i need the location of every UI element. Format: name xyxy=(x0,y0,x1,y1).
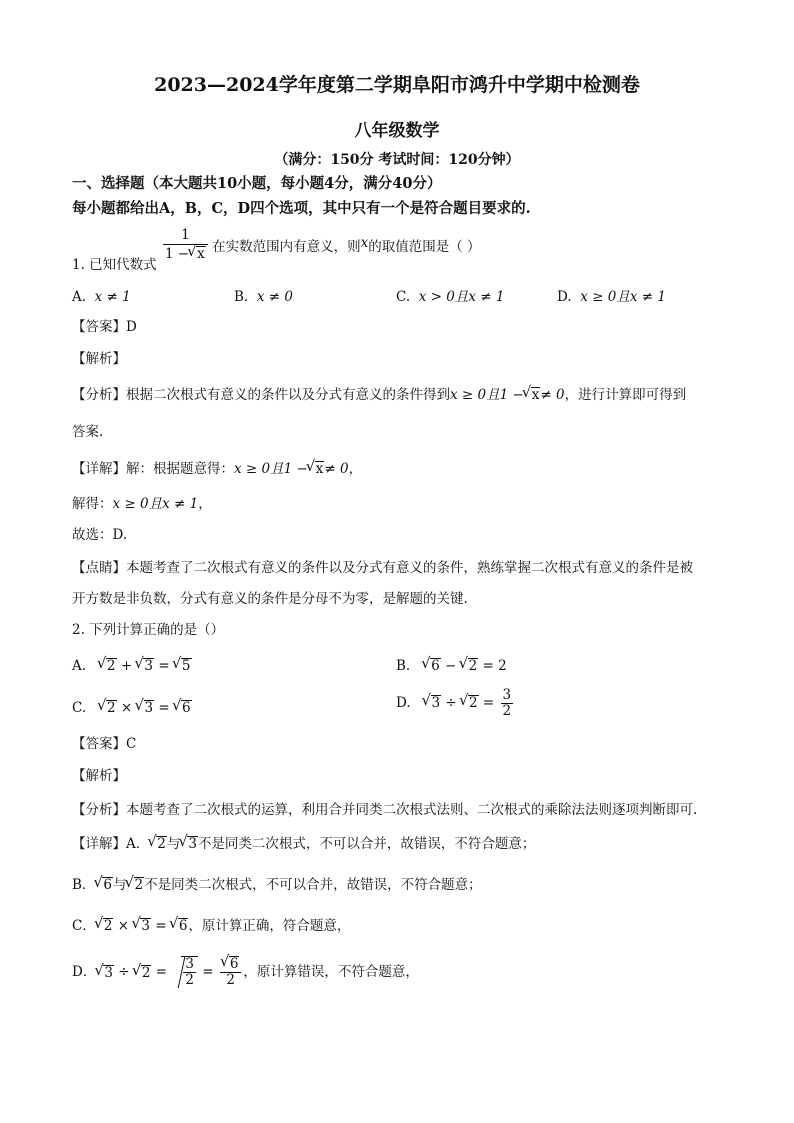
q1-fraction xyxy=(163,226,208,263)
sqrt-2 xyxy=(134,877,145,892)
exam-title: 2023—2024学年度第二学期阜阳市鸿升中学期中检测卷 xyxy=(154,74,640,96)
section-instruction: 每小题都给出A，B，C，D四个选项，其中只有一个是符合题目要求的. xyxy=(72,200,531,217)
detail-tag: 【详解】 xyxy=(72,461,126,477)
sqrt-fraction xyxy=(181,956,198,988)
q1-suffix-a: 在实数范围内有意义，则 xyxy=(212,239,361,255)
sqrt-2 xyxy=(468,695,479,710)
radicand: 6 xyxy=(103,877,113,893)
sqrt-2 xyxy=(103,918,114,933)
q1-frac-num: 1 xyxy=(181,227,190,243)
sqrt-6 xyxy=(102,877,113,892)
answer-tag: 【答案】 xyxy=(72,319,126,335)
radicand: 2 xyxy=(106,658,116,674)
q1-answer xyxy=(72,318,137,336)
frac-den: 2 xyxy=(185,972,194,988)
q1-frac-den-a: 1 − xyxy=(164,246,190,262)
detail-math-a: x ≥ 0且1 − xyxy=(234,461,308,477)
sqrt-6 xyxy=(178,918,189,933)
word-and: 与 xyxy=(166,836,181,852)
q2-stem: 2. 下列计算正确的是（） xyxy=(72,622,225,638)
fraction-3-2 xyxy=(183,957,196,988)
solve-text: 解得： xyxy=(72,496,113,512)
radicand: 3 xyxy=(144,658,154,674)
frac-den: 2 xyxy=(226,972,235,988)
exam-info: （满分：150分 考试时间：120分钟） xyxy=(274,152,520,168)
q2-option-a-label: A. xyxy=(72,658,87,674)
detail-math-c: ≠ 0 xyxy=(324,461,349,477)
fenxi-text-b: ，进行计算即可得到 xyxy=(564,387,687,403)
q2-answer xyxy=(72,735,136,753)
fenxi-math-b: x xyxy=(531,387,540,403)
sqrt-2 xyxy=(156,836,167,851)
q1-solve xyxy=(72,495,212,513)
q2-analysis-tag: 【解析】 xyxy=(72,768,126,784)
radicand: 2 xyxy=(134,877,144,893)
radicand: 2 xyxy=(469,695,478,711)
detail-text: ，原计算正确，符合题意， xyxy=(188,918,351,934)
q1-choose: 故选：D. xyxy=(72,527,128,543)
q1-prefix: 1. 已知代数式 xyxy=(72,257,157,273)
q1-option-a xyxy=(72,288,131,306)
q2-option-b-label: B. xyxy=(396,658,411,674)
answer-tag: 【答案】 xyxy=(72,736,126,752)
radicand: 2 xyxy=(103,918,113,934)
sqrt-3 xyxy=(103,965,114,980)
sqrt-6 xyxy=(181,700,192,715)
op-div: ÷ xyxy=(445,695,457,711)
sqrt-3 xyxy=(140,918,151,933)
q1-option-c xyxy=(396,288,504,306)
q2-option-a xyxy=(72,657,192,675)
detail-text: 不是同类二次根式，不可以合并，故错误，不符合题意； xyxy=(144,877,482,893)
q1-fenxi xyxy=(72,386,686,404)
fenxi-math-c: ≠ 0 xyxy=(540,387,565,403)
solve-end: ， xyxy=(198,496,212,512)
sqrt-6 xyxy=(430,658,441,673)
q1-frac-den-b: x xyxy=(197,246,205,262)
q1-option-d-label: D. xyxy=(557,289,572,305)
sqrt-3 xyxy=(187,836,198,851)
word-and: 与 xyxy=(113,877,127,893)
sqrt-2 xyxy=(468,658,479,673)
q1-option-b-label: B. xyxy=(234,289,249,305)
q2-option-c-label: C. xyxy=(72,700,87,716)
q1-suffix-b: 的取值范围是（ ） xyxy=(368,239,481,255)
frac-num xyxy=(220,956,242,973)
detail-label: A． xyxy=(126,836,150,852)
sqrt-2 xyxy=(106,700,117,715)
radicand: 2 xyxy=(107,700,116,716)
q2-detail-b xyxy=(72,876,482,894)
radicand: 5 xyxy=(181,658,191,674)
q1-option-c-math: x > 0且x ≠ 1 xyxy=(418,289,505,305)
q1-option-d xyxy=(557,288,666,306)
q1-comment xyxy=(72,559,693,577)
detail-text: 解：根据题意得： xyxy=(126,461,234,477)
detail-text: ，原计算错误，不符合题意， xyxy=(243,964,419,980)
answer-value: C xyxy=(126,736,137,752)
sqrt-5 xyxy=(181,658,192,673)
op-times: × xyxy=(120,700,133,716)
q1-option-b xyxy=(234,288,293,306)
fenxi-tag: 【分析】 xyxy=(72,387,126,403)
radicand: 2 xyxy=(157,836,166,852)
q1-fenxi-cont: 答案. xyxy=(72,424,104,440)
op-eq: = xyxy=(158,658,170,674)
detail-text: 不是同类二次根式，不可以合并，故错误，不符合题意； xyxy=(197,836,536,852)
frac-den: 2 xyxy=(502,703,512,719)
q2-option-d xyxy=(396,688,515,719)
radicand: 2 xyxy=(468,658,478,674)
op-eq: = xyxy=(155,964,168,980)
q1-frac-den-sqrt xyxy=(196,246,206,261)
radicand: 6 xyxy=(182,700,191,716)
op-times: × xyxy=(117,918,130,934)
radicand: 3 xyxy=(141,918,150,934)
q2-option-d-label: D. xyxy=(396,695,411,711)
op-eq: = xyxy=(158,700,170,716)
q2-detail-d xyxy=(72,956,419,988)
radicand: 6 xyxy=(229,956,239,972)
op-eq: = xyxy=(155,918,167,934)
q1-detail xyxy=(72,460,362,478)
fraction-3-2 xyxy=(501,688,514,719)
fenxi-sqrt xyxy=(531,387,541,402)
detail-tag: 【详解】 xyxy=(72,836,126,852)
radicand: 2 xyxy=(141,964,151,981)
q1-analysis-tag: 【解析】 xyxy=(72,351,126,367)
op-eq: = xyxy=(482,695,495,711)
section-heading: 一、选择题（本大题共10小题，每小题4分，满分40分） xyxy=(72,175,442,192)
sqrt-3 xyxy=(431,695,442,710)
radicand: 6 xyxy=(178,918,188,934)
radicand: 6 xyxy=(431,658,440,674)
detail-label: C． xyxy=(72,918,96,934)
sqrt-3 xyxy=(144,700,155,715)
fraction-sqrt6-2 xyxy=(220,956,242,988)
q2-fenxi xyxy=(72,801,697,819)
radicand: 3 xyxy=(144,700,154,716)
op-eq: = xyxy=(482,658,494,674)
fenxi-math-a: x ≥ 0且1 − xyxy=(450,387,524,403)
q2-detail-c xyxy=(72,917,350,935)
detail-sqrt xyxy=(315,461,325,476)
q1-option-d-math: x ≥ 0且x ≠ 1 xyxy=(580,289,666,305)
q1-option-a-label: A. xyxy=(72,289,87,305)
q1-var: x xyxy=(360,235,369,251)
exam-subject: 八年级数学 xyxy=(354,121,440,141)
op-minus: − xyxy=(444,658,457,674)
op-eq: = xyxy=(202,964,214,980)
q1-option-b-math: x ≠ 0 xyxy=(256,289,293,305)
q1-option-c-label: C. xyxy=(396,289,411,305)
radicand: 3 xyxy=(431,695,441,711)
sqrt-2 xyxy=(141,965,152,980)
result-two: 2 xyxy=(498,658,507,674)
q1-stem xyxy=(72,226,481,273)
frac-num: 3 xyxy=(185,956,194,972)
radicand: 3 xyxy=(188,836,197,852)
q1-option-a-math: x ≠ 1 xyxy=(94,289,131,305)
frac-num: 3 xyxy=(502,687,512,703)
q1-comment-cont: 开方数是非负数，分式有意义的条件是分母不为零，是解题的关键. xyxy=(72,591,468,607)
radicand: 3 xyxy=(104,964,113,981)
detail-end: ， xyxy=(348,461,363,477)
q1-frac-den xyxy=(163,244,208,263)
comment-text-a: 本题考查了二次根式有意义的条件以及分式有意义的条件，熟练掌握二次根式有意义的条件是被 xyxy=(126,560,693,576)
comment-tag: 【点睛】 xyxy=(72,560,126,576)
detail-label: B． xyxy=(72,877,96,893)
sqrt-6 xyxy=(229,956,240,971)
op-div: ÷ xyxy=(118,964,130,980)
answer-value: D xyxy=(126,319,137,335)
fenxi-text-a: 根据二次根式有意义的条件以及分式有意义的条件得到 xyxy=(126,387,450,403)
sqrt-3 xyxy=(143,658,154,673)
solve-math: x ≥ 0且x ≠ 1 xyxy=(112,496,199,512)
q2-option-c xyxy=(72,699,192,717)
fenxi-text: 本题考查了二次根式的运算，利用合并同类二次根式法则、二次根式的乘除法法则逐项判断即可. xyxy=(126,802,698,818)
detail-math-b: x xyxy=(315,461,324,477)
detail-label: D． xyxy=(72,964,97,980)
q2-option-b xyxy=(396,657,507,675)
fenxi-tag: 【分析】 xyxy=(72,802,126,818)
q2-detail-a xyxy=(72,835,535,853)
sqrt-2 xyxy=(106,658,117,673)
op-plus: + xyxy=(120,658,133,674)
